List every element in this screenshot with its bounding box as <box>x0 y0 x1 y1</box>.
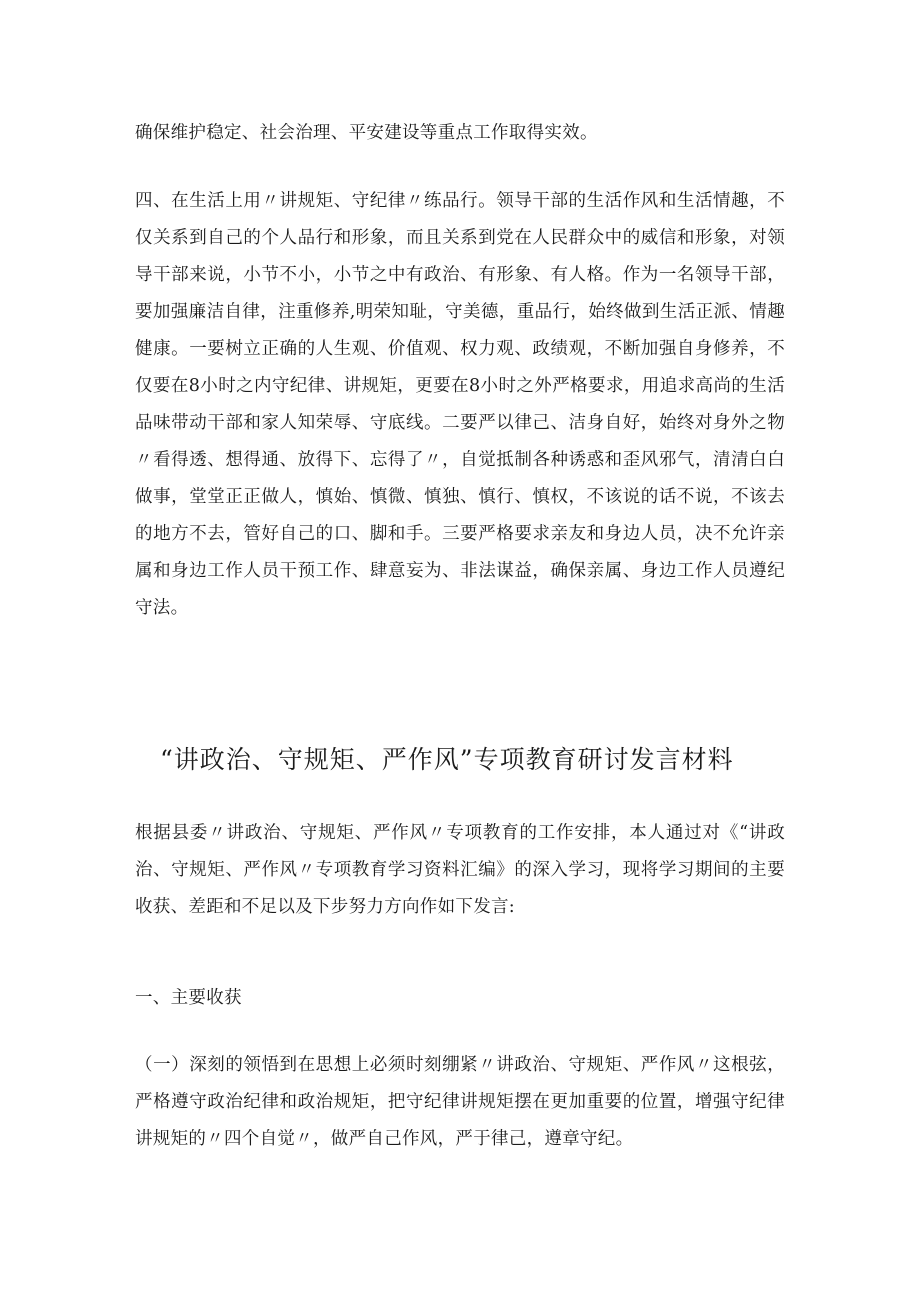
paragraph-continuation: 确保维护稳定、社会治理、平安建设等重点工作取得实效。 <box>135 123 598 143</box>
paragraph-item-one: （一）深刻的领悟到在思想上必须时刻绷紧〃讲政治、守规矩、严作风〃这根弦，严格遵守政治纪律和政治规矩，把守纪律讲规矩摆在更加重要的位置，增强守纪律讲规矩的〃四个自觉〃，做严自己作风，严于律己，遵章守纪。 <box>135 1055 785 1149</box>
document-title: “讲政治、守规矩、严作风”专项教育研讨发言材料 <box>160 745 734 774</box>
paragraph-section-four: 四、在生活上用〃讲规矩、守纪律〃练品行。领导干部的生活作风和生活情趣，不仅关系到自己的个人品行和形象，而且关系到党在人民群众中的威信和形象，对领导干部来说，小节不小，小节之中有政治、有形象、有人格。作为一名领导干部，要加强廉洁自律，注重修养,明荣知耻，守美德，重品行，始终做到生活正派、情趣健康。一要树立正确的人生观、价值观、权力观、政绩观，不断加强自身修养，不仅要在8小时之内守纪律、讲规矩，更要在8小时之外严格要求，用追求高尚的生活品味带动干部和家人知荣辱、守底线。二要严以律己、洁身自好，始终对身外之物〃看得透、想得通、放得下、忘得了〃，自觉抵制各种诱惑和歪风邪气，清清白白做事，堂堂正正做人，慎始、慎微、慎独、慎行、慎权，不该说的话不说，不该去的地方不去，管好自己的口、脚和手。三要严格要求亲友和身边人员，决不允许亲属和身边工作人员干预工作、肆意妄为、非法谋益，确保亲属、身边工作人员遵纪守法。 <box>135 191 785 618</box>
section-heading-main-gains: 一、主要收获 <box>135 988 242 1008</box>
paragraph-intro: 根据县委〃讲政治、守规矩、严作风〃专项教育的工作安排，本人通过对《“讲政治、守规矩、严作风〃专项教育学习资料汇编》的深入学习，现将学习期间的主要收获、差距和不足以及下步努力方向作如下发言: <box>135 823 785 917</box>
